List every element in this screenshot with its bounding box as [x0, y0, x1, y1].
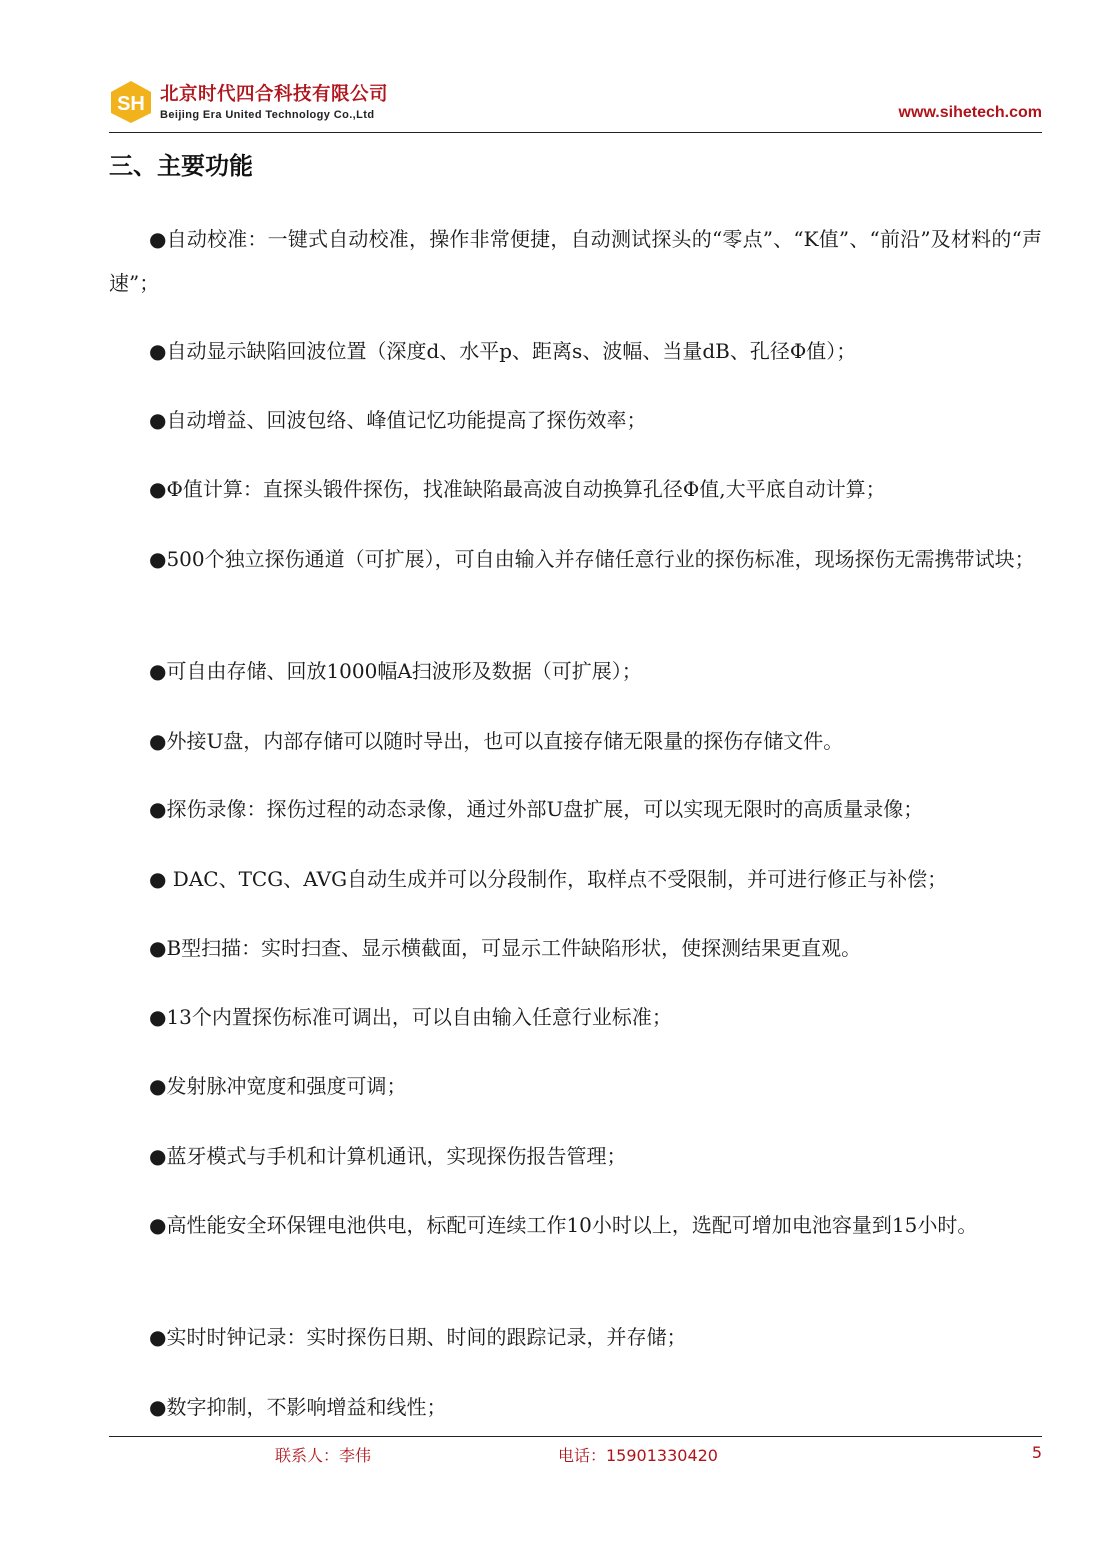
feature-channels: ●500个独立探伤通道（可扩展），可自由输入并存储任意行业的探伤标准，现场探伤无需携带试块；: [149, 547, 1035, 571]
page-number: 5: [1031, 1443, 1042, 1462]
feature-waveform-storage: ●可自由存储、回放1000幅A扫波形及数据（可扩展）；: [149, 659, 642, 683]
feature-bluetooth: ●蓝牙模式与手机和计算机通讯，实现探伤报告管理；: [149, 1144, 627, 1168]
footer-contact: 联系人：李伟: [275, 1446, 372, 1465]
feature-auto-calibration: ●自动校准：一键式自动校准，操作非常便捷，自动测试探头的“零点”、“K值”、“前沿”及材料的“声速”；: [109, 227, 1042, 295]
feature-pulse-adjust: ●发射脉冲宽度和强度可调；: [149, 1074, 407, 1098]
svg-text:SH: SH: [117, 93, 145, 115]
feature-auto-gain: ●自动增益、回波包络、峰值记忆功能提高了探伤效率；: [149, 408, 647, 432]
feature-battery: ●高性能安全环保锂电池供电，标配可连续工作10小时以上，选配可增加电池容量到15小时。: [149, 1213, 978, 1237]
feature-digital-suppression: ●数字抑制，不影响增益和线性；: [149, 1395, 447, 1419]
section-title: 三、主要功能: [109, 152, 253, 180]
feature-usb-storage: ●外接U盘，内部存储可以随时导出，也可以直接存储无限量的探伤存储文件。: [149, 729, 844, 753]
feature-phi-calculation: ●Φ值计算：直探头锻件探伤，找准缺陷最高波自动换算孔径Φ值,大平底自动计算；: [149, 477, 886, 501]
sh-logo-icon: [109, 80, 153, 124]
page-footer: [109, 1436, 1042, 1471]
website-link[interactable]: www.sihetech.com: [898, 104, 1042, 121]
feature-defect-echo-position: ●自动显示缺陷回波位置（深度d、水平p、距离s、波幅、当量dB、孔径Φ值）；: [149, 339, 857, 363]
company-name-cn: 北京时代四合科技有限公司: [160, 84, 389, 105]
feature-realtime-clock: ●实时时钟记录：实时探伤日期、时间的跟踪记录，并存储；: [149, 1325, 687, 1349]
feature-dac-tcg-avg: ● DAC、TCG、AVG自动生成并可以分段制作，取样点不受限制，并可进行修正与补偿；: [149, 867, 948, 891]
company-name-en: Beijing Era United Technology Co.,Ltd: [160, 109, 375, 121]
page-header: [109, 76, 1042, 133]
footer-phone: 电话：15901330420: [558, 1446, 718, 1465]
feature-video-recording: ●探伤录像：探伤过程的动态录像，通过外部U盘扩展，可以实现无限时的高质量录像；: [149, 797, 924, 821]
feature-b-scan: ●B型扫描：实时扫查、显示横截面，可显示工件缺陷形状，使探测结果更直观。: [149, 936, 862, 960]
feature-builtin-standards: ●13个内置探伤标准可调出，可以自由输入任意行业标准；: [149, 1005, 672, 1029]
